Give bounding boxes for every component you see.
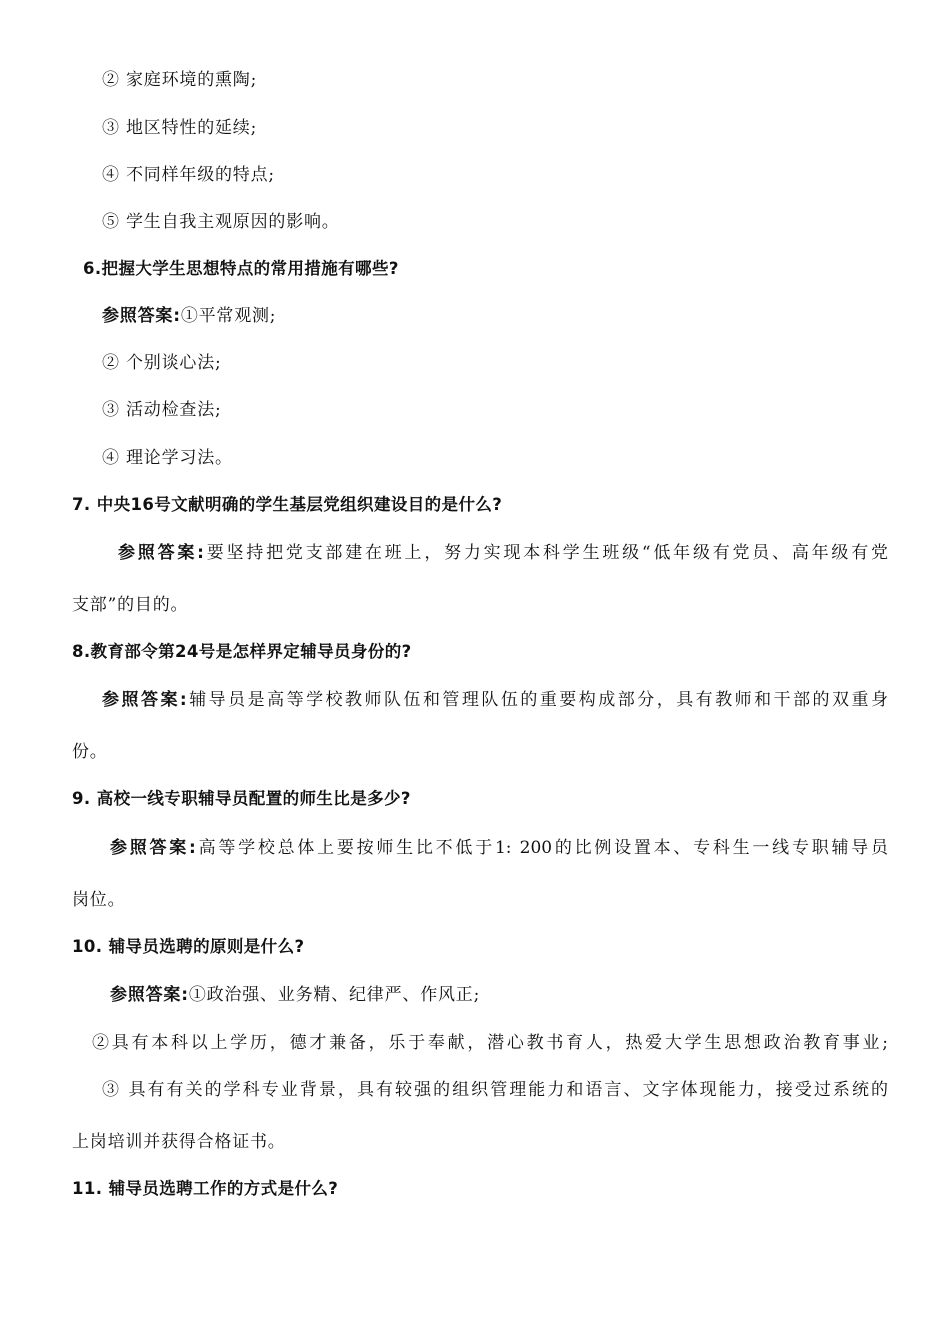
answer-9	[110, 836, 888, 860]
question-9: 9. 高校一线专职辅导员配置的师生比是多少?	[72, 789, 411, 808]
answer-label: 参照答案:	[102, 690, 187, 710]
list-item: ③ 具有有关的学科专业背景，具有较强的组织管理能力和语言、文字体现能力，接受过系统的	[102, 1080, 888, 1100]
list-item: ② 家庭环境的熏陶;	[102, 70, 258, 90]
question-6: 6.把握大学生思想特点的常用措施有哪些?	[83, 259, 399, 278]
answer-text: ①政治强、业务精、纪律严、作风正;	[188, 985, 481, 1005]
answer-label: 参照答案:	[118, 543, 204, 563]
answer-9-continued: 岗位。	[72, 890, 126, 910]
answer-text: 要坚持把党支部建在班上，努力实现本科学生班级“低年级有党员、高年级有党	[203, 543, 888, 563]
question-7: 7. 中央16号文献明确的学生基层党组织建设目的是什么?	[72, 495, 503, 514]
answer-7-continued: 支部”的目的。	[72, 595, 189, 615]
answer-label: 参照答案:	[102, 306, 181, 326]
list-item: ④ 不同样年级的特点;	[102, 165, 275, 185]
list-item: ② 个别谈心法;	[102, 353, 222, 373]
answer-8-continued: 份。	[72, 742, 108, 762]
answer-label: 参照答案:	[110, 985, 189, 1005]
answer-8	[102, 688, 888, 712]
list-item-continued: 上岗培训并获得合格证书。	[72, 1132, 286, 1152]
answer-label: 参照答案:	[110, 838, 196, 858]
answer-6	[102, 304, 276, 328]
list-item: ④ 理论学习法。	[102, 448, 233, 468]
answer-text: 辅导员是高等学校教师队伍和管理队伍的重要构成部分，具有教师和干部的双重身	[186, 690, 888, 710]
answer-text: 高等学校总体上要按师生比不低于1: 200的比例设置本、专科生一线专职辅导员	[195, 838, 888, 858]
list-item: ⑤ 学生自我主观原因的影响。	[102, 212, 340, 232]
answer-text: ①平常观测;	[180, 306, 277, 326]
list-item: ③ 地区特性的延续;	[102, 118, 258, 138]
question-8: 8.教育部令第24号是怎样界定辅导员身份的?	[72, 642, 412, 661]
answer-10	[110, 983, 480, 1007]
list-item: ③ 活动检查法;	[102, 400, 222, 420]
answer-7	[118, 541, 888, 565]
question-11: 11. 辅导员选聘工作的方式是什么?	[72, 1179, 339, 1198]
question-10: 10. 辅导员选聘的原则是什么?	[72, 937, 305, 956]
list-item: ②具有本科以上学历，德才兼备，乐于奉献，潜心教书育人，热爱大学生思想政治教育事业;	[92, 1033, 888, 1053]
